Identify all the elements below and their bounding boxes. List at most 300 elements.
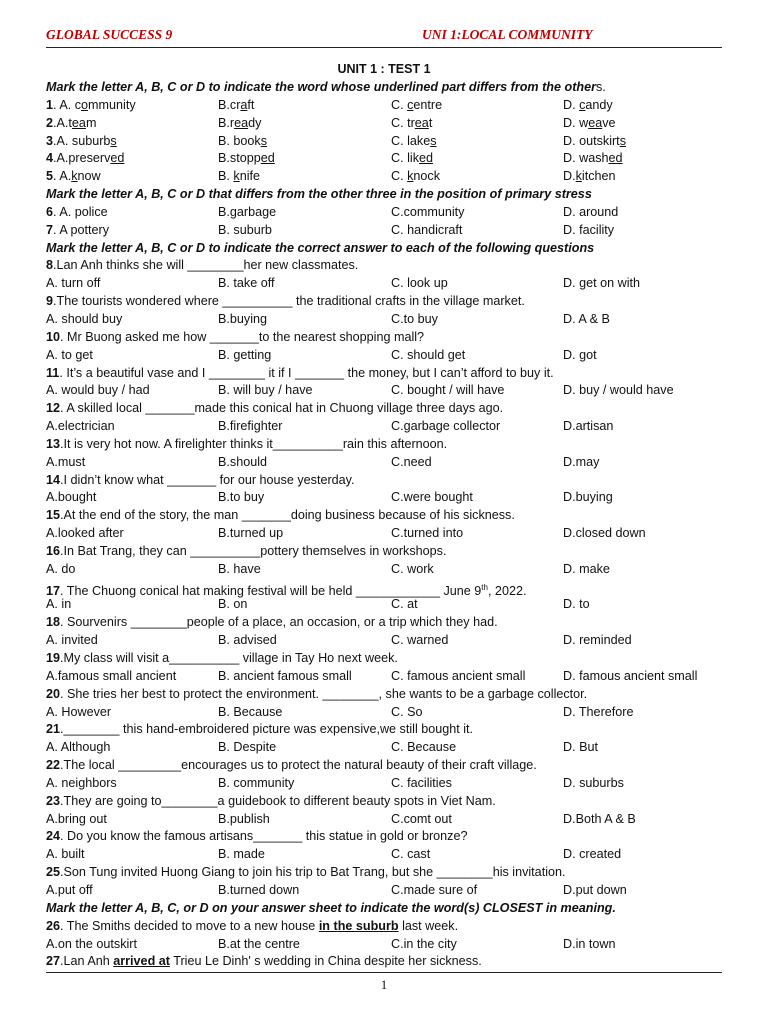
answer-options-row — [46, 97, 726, 115]
text-segment: D. got — [563, 347, 597, 362]
text-segment: C. should get — [391, 347, 466, 362]
underlined-text: k — [407, 169, 414, 184]
answer-option-d — [563, 668, 697, 686]
answer-option-b — [218, 739, 276, 757]
underlined-text: ea — [414, 115, 429, 130]
text-segment: .At the end of the story, the man _______doing business because of his sickness. — [60, 508, 515, 523]
text-segment: B. suburb — [218, 222, 272, 237]
answer-option-c — [391, 811, 452, 829]
underlined-text: k — [233, 169, 240, 184]
answer-option-d — [563, 347, 597, 365]
text-segment: B. Despite — [218, 740, 277, 755]
text-segment: B. made — [218, 847, 265, 862]
answer-options-row — [46, 150, 726, 168]
text-segment: C. Because — [391, 740, 457, 755]
text-segment: C.comt out — [391, 811, 452, 826]
answer-option-b — [218, 668, 352, 686]
question-number: 26 — [46, 918, 61, 933]
text-segment: A.looked after — [46, 526, 124, 541]
answer-options-row — [46, 311, 726, 329]
answer-option-b — [218, 418, 282, 436]
answer-option-c — [391, 882, 477, 900]
answer-option-c — [391, 115, 432, 133]
text-segment: itchen — [581, 169, 616, 184]
text-segment: A.must — [46, 454, 86, 469]
question-number: 27 — [46, 954, 61, 969]
answer-options-row — [46, 525, 726, 543]
worksheet-body — [46, 79, 726, 971]
underlined-text: s — [430, 133, 437, 148]
text-segment: C.in the city — [391, 936, 457, 951]
answer-options-row — [46, 775, 726, 793]
book-title: GLOBAL SUCCESS 9 — [46, 27, 173, 42]
underlined-text: s — [110, 133, 117, 148]
text-segment: Mark the letter A, B, C or D to indicate the word whose underlined part differs from the other — [46, 80, 596, 94]
text-segment: Mark the letter A, B, C or D that differs from the other three in the position of primary stress — [46, 187, 592, 202]
answer-option-b — [218, 97, 254, 115]
text-segment: B. book — [218, 133, 261, 148]
question-number: 18 — [46, 615, 61, 630]
answer-option-d — [563, 222, 614, 240]
text-segment: B.publish — [218, 811, 270, 826]
text-segment: .The local _________encourages us to protect the natural beauty of their craft village. — [60, 758, 537, 773]
answer-option-c — [391, 561, 434, 579]
text-segment: .A. suburb — [53, 133, 111, 148]
question-number: 3 — [46, 133, 54, 148]
underlined-text: k — [575, 169, 582, 184]
question-number: 15 — [46, 508, 61, 523]
answer-option-a — [46, 846, 85, 864]
answer-options-row — [46, 133, 726, 151]
text-segment: .They are going to________a guidebook to different beauty spots in Viet Nam. — [60, 793, 496, 808]
answer-option-b — [218, 846, 265, 864]
text-segment: C. warned — [391, 633, 449, 648]
text-segment: B. — [218, 169, 234, 184]
text-segment: C.turned into — [391, 526, 464, 541]
text-segment: .The tourists wondered where __________ the traditional crafts in the village market. — [53, 294, 525, 309]
text-segment: . A. — [53, 169, 72, 184]
answer-option-b — [218, 704, 282, 722]
text-segment: C. lik — [391, 151, 419, 166]
answer-option-c — [391, 525, 463, 543]
text-segment: C. bought / will have — [391, 383, 505, 398]
text-segment: B.garbage — [218, 204, 277, 219]
question-stem — [46, 614, 726, 632]
answer-option-c — [391, 846, 430, 864]
question-number: 24 — [46, 829, 61, 844]
text-segment: D. But — [563, 740, 598, 755]
answer-option-d — [563, 133, 626, 151]
answer-option-c — [391, 739, 456, 757]
text-segment: .A.preserv — [53, 151, 111, 166]
answer-option-d — [563, 489, 613, 507]
answer-option-a — [46, 150, 124, 168]
question-number: 12 — [46, 401, 61, 416]
text-segment: D. buy / would have — [563, 383, 674, 398]
question-number: 7 — [46, 222, 54, 237]
text-segment: D. to — [563, 597, 590, 612]
answer-option-a — [46, 454, 85, 472]
answer-option-a — [46, 811, 107, 829]
answer-option-b — [218, 525, 283, 543]
question-number: 21 — [46, 722, 61, 737]
text-segment: B.r — [218, 115, 235, 130]
text-segment: B.turned up — [218, 526, 284, 541]
text-segment: A. should buy — [46, 311, 123, 326]
text-segment: th — [481, 582, 488, 592]
answer-option-b — [218, 275, 274, 293]
text-segment: ve — [602, 115, 616, 130]
question-stem — [46, 472, 726, 490]
answer-option-d — [563, 936, 616, 954]
question-number: 5 — [46, 169, 54, 184]
text-segment: D. outskirt — [563, 133, 620, 148]
text-segment: A.bring out — [46, 811, 107, 826]
answer-option-a — [46, 489, 96, 507]
answer-option-a — [46, 668, 176, 686]
question-number: 22 — [46, 758, 61, 773]
text-segment: C.community — [391, 204, 465, 219]
underlined-text: s — [260, 133, 268, 148]
answer-option-a — [46, 347, 93, 365]
answer-options-row — [46, 561, 726, 579]
question-number: 1 — [46, 97, 54, 112]
answer-option-b — [218, 347, 271, 365]
answer-option-d — [563, 275, 640, 293]
text-segment: mmunity — [88, 97, 136, 112]
text-segment: B.at the centre — [218, 936, 300, 951]
answer-option-b — [218, 596, 247, 614]
question-stem — [46, 650, 726, 668]
answer-option-c — [391, 347, 465, 365]
answer-option-b — [218, 936, 300, 954]
answer-option-d — [563, 204, 618, 222]
answer-options-row — [46, 204, 726, 222]
section-instruction — [46, 900, 726, 918]
question-stem — [46, 257, 726, 275]
text-segment: m — [85, 115, 97, 130]
answer-option-d — [563, 418, 613, 436]
text-segment: B. have — [218, 561, 261, 576]
text-segment: A. turn off — [46, 276, 101, 291]
question-stem — [46, 543, 726, 561]
text-segment: D.put down — [563, 882, 627, 897]
question-number: 23 — [46, 793, 61, 808]
question-stem — [46, 507, 726, 525]
answer-options-row — [46, 846, 726, 864]
question-number: 4 — [46, 151, 54, 166]
answer-options-row — [46, 704, 726, 722]
answer-option-c — [391, 632, 448, 650]
text-segment: . A. c — [53, 97, 82, 112]
text-segment: B. take off — [218, 276, 275, 291]
answer-option-a — [46, 561, 75, 579]
text-segment: .Lan Anh — [60, 954, 114, 969]
text-segment: D.may — [563, 454, 600, 469]
answer-option-a — [46, 936, 137, 954]
text-segment: C.made sure of — [391, 882, 478, 897]
underlined-text: ed — [260, 151, 275, 166]
page-header — [46, 27, 722, 48]
text-segment: B.cr — [218, 97, 241, 112]
question-stem — [46, 329, 726, 347]
question-number: 17 — [46, 583, 61, 598]
text-segment: A. to get — [46, 347, 93, 362]
answer-option-c — [391, 275, 448, 293]
text-segment: D. reminded — [563, 633, 632, 648]
text-segment: C. famous ancient small — [391, 668, 526, 683]
text-segment: D. get on with — [563, 276, 641, 291]
text-segment: B.buying — [218, 311, 268, 326]
question-stem — [46, 864, 726, 882]
text-segment: C. cast — [391, 847, 431, 862]
underlined-text: s — [619, 133, 626, 148]
text-segment: D. famous ancient small — [563, 668, 698, 683]
test-title: UNIT 1 : TEST 1 — [337, 62, 431, 76]
answer-option-b — [218, 168, 260, 186]
question-number: 6 — [46, 204, 54, 219]
question-number: 9 — [46, 294, 54, 309]
underlined-text: ed — [608, 151, 623, 166]
answer-option-a — [46, 97, 136, 115]
text-segment: B.turned down — [218, 882, 300, 897]
question-stem — [46, 579, 726, 597]
text-segment: .Son Tung invited Huong Giang to join his trip to Bat Trang, but she ________his invitation. — [60, 865, 566, 880]
answer-option-a — [46, 525, 124, 543]
answer-options-row — [46, 936, 726, 954]
answer-option-d — [563, 811, 636, 829]
answer-option-b — [218, 133, 267, 151]
underlined-text: ea — [71, 115, 86, 130]
text-segment: . The Smiths decided to move to a new house — [60, 918, 319, 933]
text-segment: A. Although — [46, 740, 111, 755]
answer-option-d — [563, 115, 616, 133]
text-segment: D. facility — [563, 222, 615, 237]
text-segment: .My class will visit a__________ village in Tay Ho next week. — [60, 651, 398, 665]
answer-option-c — [391, 382, 504, 400]
answer-option-b — [218, 489, 264, 507]
text-segment: Trieu Le Dinh' s wedding in China despite her sickness. — [169, 954, 482, 969]
text-segment: C. lake — [391, 133, 431, 148]
text-segment: C. handicraft — [391, 222, 463, 237]
answer-options-row — [46, 115, 726, 133]
text-segment: C. at — [391, 597, 418, 612]
footer-divider — [46, 972, 722, 973]
text-segment: .________ this hand-embroidered picture was expensive,we still bought it. — [60, 722, 474, 737]
section-instruction — [46, 240, 726, 258]
text-segment: now — [77, 169, 101, 184]
answer-options-row — [46, 275, 726, 293]
underlined-text: ea — [588, 115, 603, 130]
answer-option-d — [563, 739, 598, 757]
answer-option-d — [563, 97, 613, 115]
answer-options-row — [46, 382, 726, 400]
text-segment: Mark the letter A, B, C, or D on your answer sheet to indicate the word(s) CLOSEST in meaning. — [46, 900, 616, 915]
text-segment: . It’s a beautiful vase and I ________ it if I _______ the money, but I can’t afford to buy it. — [59, 365, 554, 380]
answer-option-d — [563, 882, 627, 900]
answer-option-d — [563, 150, 623, 168]
question-number: 13 — [46, 436, 61, 451]
text-segment: D. w — [563, 115, 589, 130]
text-segment: B.to buy — [218, 490, 265, 505]
answer-option-a — [46, 275, 100, 293]
text-segment: . Sourvenirs ________people of a place, an occasion, or a trip which they had. — [60, 615, 498, 630]
text-segment: B. Because — [218, 704, 283, 719]
text-segment: C.garbage collector — [391, 419, 501, 434]
question-number: 16 — [46, 543, 61, 558]
question-stem — [46, 400, 726, 418]
answer-option-c — [391, 596, 418, 614]
text-segment: . Mr Buong asked me how _______to the nearest shopping mall? — [60, 329, 425, 344]
question-number: 25 — [46, 865, 61, 880]
answer-options-row — [46, 739, 726, 757]
answer-option-d — [563, 704, 633, 722]
answer-option-b — [218, 775, 294, 793]
answer-option-b — [218, 882, 299, 900]
answer-option-d — [563, 632, 632, 650]
text-segment: nife — [239, 169, 261, 184]
text-segment: A. do — [46, 561, 76, 576]
answer-option-a — [46, 775, 117, 793]
answer-option-c — [391, 168, 440, 186]
answer-options-row — [46, 489, 726, 507]
answer-option-d — [563, 382, 674, 400]
text-segment: .A.t — [53, 115, 72, 130]
underlined-text: ed — [419, 151, 434, 166]
text-segment: B. community — [218, 775, 295, 790]
answer-option-c — [391, 311, 438, 329]
answer-option-a — [46, 739, 110, 757]
text-segment: B. ancient famous small — [218, 668, 352, 683]
text-segment: D. created — [563, 847, 622, 862]
text-segment: D. around — [563, 204, 619, 219]
underlined-text: k — [71, 169, 78, 184]
answer-option-b — [218, 382, 313, 400]
text-segment: .In Bat Trang, they can __________pottery themselves in workshops. — [60, 543, 447, 558]
text-segment: . The Chuong conical hat making festival will be held ____________ June 9 — [60, 583, 482, 598]
underlined-text: ea — [234, 115, 249, 130]
underlined-text: arrived at — [113, 954, 170, 969]
question-stem — [46, 828, 726, 846]
text-segment: D. suburbs — [563, 775, 624, 790]
text-segment: s. — [596, 80, 606, 94]
text-segment: entre — [413, 97, 443, 112]
text-segment: A.famous small ancient — [46, 668, 177, 683]
question-number: 10 — [46, 329, 61, 344]
text-segment: C. look up — [391, 276, 448, 291]
text-segment: A. neighbors — [46, 775, 117, 790]
text-segment: D. make — [563, 561, 610, 576]
unit-title: UNI 1:LOCAL COMMUNITY — [422, 27, 593, 42]
underlined-text: c — [579, 97, 586, 112]
answer-option-b — [218, 115, 261, 133]
text-segment: . A pottery — [53, 222, 110, 237]
answer-option-b — [218, 311, 267, 329]
answer-option-d — [563, 454, 599, 472]
answer-options-row — [46, 632, 726, 650]
answer-option-a — [46, 168, 101, 186]
text-segment: andy — [585, 97, 613, 112]
answer-option-b — [218, 222, 272, 240]
text-segment: A.electrician — [46, 419, 115, 434]
answer-option-a — [46, 204, 108, 222]
answer-option-b — [218, 632, 277, 650]
answer-options-row — [46, 596, 726, 614]
text-segment: A.put off — [46, 882, 93, 897]
answer-option-a — [46, 382, 150, 400]
answer-option-d — [563, 525, 646, 543]
text-segment: D.buying — [563, 490, 613, 505]
text-segment: A. built — [46, 847, 85, 862]
answer-option-c — [391, 418, 500, 436]
answer-option-d — [563, 596, 590, 614]
text-segment: A. would buy / had — [46, 383, 150, 398]
question-stem — [46, 721, 726, 739]
text-segment: A.on the outskirt — [46, 936, 138, 951]
text-segment: . A skilled local _______made this conical hat in Chuong village three days ago. — [60, 401, 504, 416]
answer-option-c — [391, 668, 525, 686]
answer-option-c — [391, 775, 452, 793]
text-segment: B. on — [218, 597, 248, 612]
answer-option-b — [218, 561, 261, 579]
underlined-text: o — [81, 97, 89, 112]
text-segment: A. However — [46, 704, 112, 719]
text-segment: D. — [563, 97, 580, 112]
answer-options-row — [46, 882, 726, 900]
text-segment: B.should — [218, 454, 268, 469]
question-stem — [46, 953, 726, 971]
answer-option-b — [218, 204, 276, 222]
question-stem — [46, 686, 726, 704]
answer-options-row — [46, 347, 726, 365]
answer-options-row — [46, 222, 726, 240]
text-segment: B. advised — [218, 633, 277, 648]
text-segment: C. — [391, 97, 408, 112]
text-segment: A. in — [46, 597, 72, 612]
text-segment: C.need — [391, 454, 432, 469]
answer-options-row — [46, 418, 726, 436]
question-number: 19 — [46, 651, 61, 665]
answer-option-b — [218, 454, 267, 472]
answer-option-a — [46, 632, 98, 650]
text-segment: Mark the letter A, B, C or D to indicate the correct answer to each of the following questions — [46, 240, 595, 255]
text-segment: D. Therefore — [563, 704, 634, 719]
answer-option-c — [391, 204, 464, 222]
text-segment: D.in town — [563, 936, 616, 951]
text-segment: A.bought — [46, 490, 97, 505]
answer-options-row — [46, 168, 726, 186]
text-segment: , 2022. — [487, 583, 527, 598]
text-segment: C.to buy — [391, 311, 438, 326]
text-segment: C. — [391, 169, 408, 184]
text-segment: C.were bought — [391, 490, 473, 505]
text-segment: . Do you know the famous artisans_______ this statue in gold or bronze? — [60, 829, 468, 844]
answer-option-a — [46, 704, 111, 722]
answer-option-d — [563, 775, 624, 793]
answer-option-c — [391, 150, 433, 168]
answer-option-b — [218, 150, 275, 168]
text-segment: C. tr — [391, 115, 415, 130]
answer-option-d — [563, 561, 610, 579]
underlined-text: a — [240, 97, 248, 112]
text-segment: D. A & B — [563, 311, 610, 326]
text-segment: D.Both A & B — [563, 811, 636, 826]
answer-option-a — [46, 882, 93, 900]
text-segment: B. getting — [218, 347, 272, 362]
text-segment: . A. police — [53, 204, 108, 219]
question-stem — [46, 757, 726, 775]
answer-option-c — [391, 133, 437, 151]
